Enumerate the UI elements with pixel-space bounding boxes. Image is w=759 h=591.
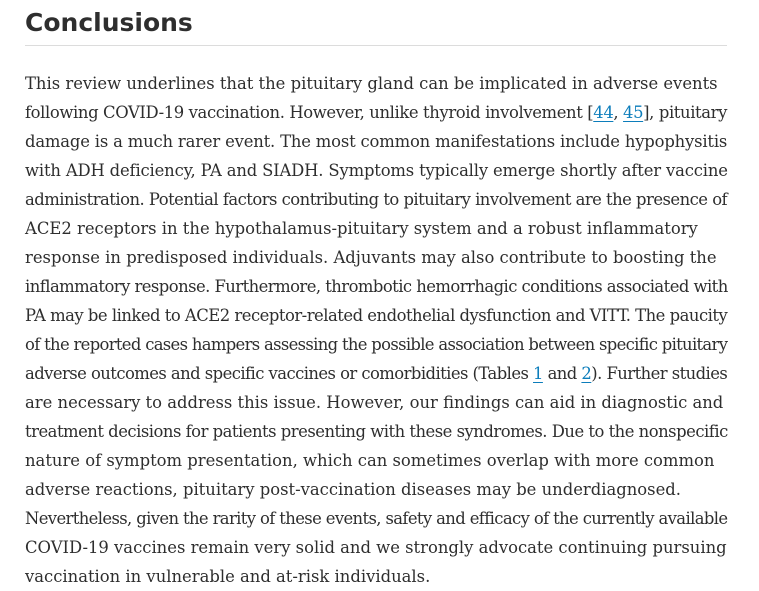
table-link-2[interactable]: 2 bbox=[581, 364, 592, 383]
text-segment: and bbox=[542, 364, 582, 383]
text-line: administration. Potential factors contributing to pituitary involvement are the presence of bbox=[25, 190, 728, 209]
text-line: response in predisposed individuals. Adjuvants may also contribute to boosting the bbox=[25, 248, 717, 267]
text-segment: ], pituitary bbox=[643, 103, 727, 122]
text-line: damage is a much rarer event. The most common manifestations include hypophysitis bbox=[25, 132, 728, 151]
text-line: inflammatory response. Furthermore, thrombotic hemorrhagic conditions associated with bbox=[25, 277, 728, 296]
text-line: This review underlines that the pituitary gland can be implicated in adverse events bbox=[25, 74, 718, 93]
text-line: of the reported cases hampers assessing the possible association between specific pituitary bbox=[25, 335, 728, 354]
text-line: treatment decisions for patients presenting with these syndromes. Due to the nonspecific bbox=[25, 422, 728, 441]
table-link-1[interactable]: 1 bbox=[533, 364, 543, 383]
text-line: vaccination in vulnerable and at-risk individuals. bbox=[25, 567, 431, 586]
section-heading: Conclusions bbox=[25, 0, 727, 46]
text-segment: ). Further studies bbox=[591, 364, 728, 383]
text-line: are necessary to address this issue. However, our findings can aid in diagnostic and bbox=[25, 393, 724, 412]
text-line: PA may be linked to ACE2 receptor-related endothelial dysfunction and VITT. The paucity bbox=[25, 306, 728, 325]
text-line: adverse reactions, pituitary post-vaccination diseases may be underdiagnosed. bbox=[25, 480, 681, 499]
text-segment: following COVID-19 vaccination. However, unlike thyroid involvement [ bbox=[25, 103, 594, 122]
reference-separator: , bbox=[613, 103, 624, 122]
text-line bbox=[25, 98, 727, 127]
conclusions-section bbox=[25, 0, 727, 591]
reference-link-44[interactable]: 44 bbox=[593, 103, 614, 122]
text-line: Nevertheless, given the rarity of these events, safety and efficacy of the currently available bbox=[25, 509, 728, 528]
conclusions-paragraph bbox=[25, 46, 727, 591]
text-segment: adverse outcomes and specific vaccines or comorbidities (Tables bbox=[25, 364, 534, 383]
text-line: ACE2 receptors in the hypothalamus-pituitary system and a robust inflammatory bbox=[25, 219, 698, 238]
reference-link-45[interactable]: 45 bbox=[623, 103, 644, 122]
text-line bbox=[25, 359, 727, 388]
text-line: with ADH deficiency, PA and SIADH. Symptoms typically emerge shortly after vaccine bbox=[25, 161, 728, 180]
text-line: COVID-19 vaccines remain very solid and we strongly advocate continuing pursuing bbox=[25, 538, 727, 557]
text-line: nature of symptom presentation, which can sometimes overlap with more common bbox=[25, 451, 715, 470]
